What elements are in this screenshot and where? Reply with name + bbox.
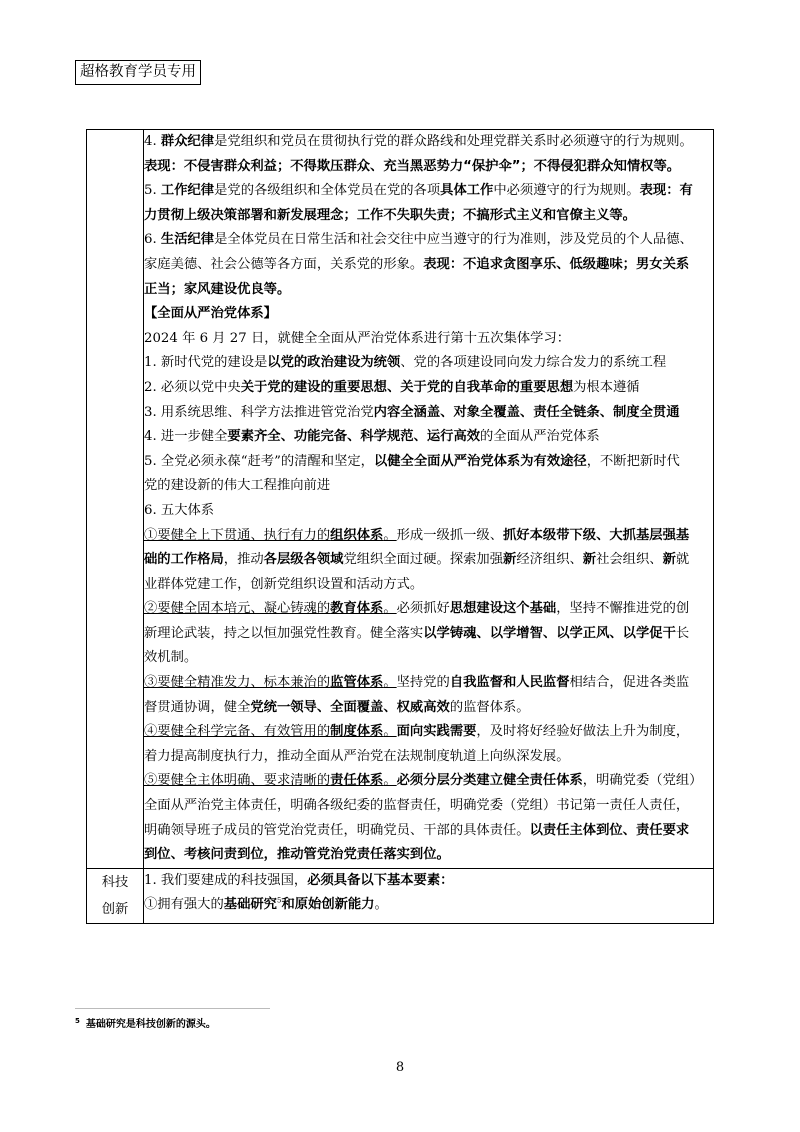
text-line xyxy=(144,253,713,278)
footnote-ref: 5 xyxy=(276,896,282,905)
text-segment: 3. 用系统思维、科学方法推进管党治党 xyxy=(144,404,374,420)
text-line xyxy=(144,450,713,475)
page-number: 8 xyxy=(395,1060,405,1075)
category-cell-empty xyxy=(87,130,144,869)
text-segment: 形成一级抓一级、 xyxy=(396,527,504,543)
text-segment: 。 xyxy=(383,675,397,691)
text-line xyxy=(144,204,713,229)
brand-label: 超格教育学员专用 xyxy=(75,60,201,85)
text-line xyxy=(144,720,713,745)
text-segment: 明确领导班子成员的管党治党责任，明确党员、干部的具体责任。 xyxy=(144,822,530,838)
text-segment: ，明确党委（党组） xyxy=(582,773,703,789)
content-table xyxy=(86,129,714,924)
text-line xyxy=(144,130,713,155)
text-segment: 家庭美德、社会公德等各方面，关系党的形象。 xyxy=(144,256,424,272)
text-line xyxy=(144,499,713,524)
text-segment: ①拥有强大的 xyxy=(144,897,224,913)
text-line xyxy=(144,819,713,844)
text-segment: 内容全涵盖、对象全覆盖、责任全链条、制度全贯通 xyxy=(373,404,680,420)
text-segment: 着力提高制度执行力，推动全面从严治党在法规制度轨道上向纵深发展。 xyxy=(144,748,570,764)
text-line xyxy=(144,548,713,573)
text-segment: 基础研究 xyxy=(223,897,277,913)
text-segment: 2024 年 6 月 27 日，就健全全面从严治党体系进行第十五次集体学习： xyxy=(144,330,571,346)
text-segment: 工作纪律 xyxy=(160,183,215,199)
text-segment: 以健全全面从严治党体系为有效途径 xyxy=(373,453,587,469)
category-label-line1: 科技 xyxy=(101,874,129,890)
table-row-tech-innovation xyxy=(87,868,714,923)
text-segment: 和原始创新能力 xyxy=(281,897,375,913)
text-segment: 具体工作 xyxy=(440,183,494,199)
text-segment: 础的工作格局 xyxy=(144,552,224,568)
section1-lines xyxy=(144,130,713,868)
text-segment: 抓好本级带下级、大抓基层强基 xyxy=(503,527,690,543)
text-segment: ，不断把新时代 xyxy=(586,453,680,469)
text-segment: 的全面从严治党体系 xyxy=(480,429,600,445)
category-label-line2: 创新 xyxy=(101,901,129,917)
text-segment: 【全面从严治党体系】 xyxy=(144,306,277,322)
text-segment: 1. 我们要建成的科技强国， xyxy=(144,872,308,888)
text-segment: ，推动 xyxy=(223,552,264,568)
text-segment: 党的建设新的伟大工程推向前进 xyxy=(144,478,331,494)
text-line xyxy=(144,179,713,204)
text-segment: 业群体党建工作，创新党组织设置和活动方式。 xyxy=(144,576,424,592)
text-segment: 、党的各项建设同向发力综合发力的系统工程 xyxy=(400,355,667,371)
text-segment: 必须抓好 xyxy=(396,601,450,617)
text-segment: 表现：有 xyxy=(639,183,693,199)
text-segment: 制度体系 xyxy=(330,724,384,740)
text-segment: 中必须遵守的行为规则。 xyxy=(493,183,640,199)
text-segment: 长 xyxy=(675,625,690,641)
text-segment: 是党的各级组织和全体党员在党的各项 xyxy=(214,183,441,199)
text-line xyxy=(144,351,713,376)
text-segment: ③要健全精准发力、标本兼治的 xyxy=(144,675,331,691)
table-row-party-discipline xyxy=(87,130,714,869)
text-segment: 关于党的建设的重要思想、关于党的自我革命的重要思想 xyxy=(240,379,574,395)
text-segment: 坚持党的 xyxy=(396,675,450,691)
text-segment: 。 xyxy=(383,601,397,617)
text-segment: 面向实践需要 xyxy=(396,724,477,740)
text-segment: 4. 进一步健全 xyxy=(144,429,228,445)
text-segment: ②要健全固本培元、凝心铸魂的 xyxy=(144,601,331,617)
text-line xyxy=(144,597,713,622)
text-segment: 全面从严治党主体责任，明确各级纪委的监督责任，明确党委（党组）书记第一责任人责任， xyxy=(144,798,690,814)
text-line xyxy=(144,573,713,598)
text-segment: 党组织全面过硬。探索加强 xyxy=(343,552,504,568)
text-line xyxy=(144,302,713,327)
text-segment: 督贯通协调，健全 xyxy=(144,699,251,715)
text-segment: 以责任主体到位、责任要求 xyxy=(529,822,690,838)
text-segment: 以学铸魂、以学增智、以学正风、以学促干 xyxy=(423,625,676,641)
text-segment: 生活纪律 xyxy=(160,232,215,248)
text-segment: 就 xyxy=(675,552,690,568)
text-line xyxy=(144,155,713,180)
content-cell-party-discipline xyxy=(144,130,714,869)
text-line xyxy=(144,474,713,499)
text-line xyxy=(144,745,713,770)
text-line xyxy=(144,228,713,253)
text-line xyxy=(144,622,713,647)
text-segment: 的监督体系。 xyxy=(449,699,530,715)
text-segment: 社会组织、 xyxy=(596,552,663,568)
text-line xyxy=(144,327,713,352)
text-segment: 自我监督和人民监督 xyxy=(449,675,570,691)
text-segment: 力贯彻上级决策部署和新发展理念；工作不失职失责；不搞形式主义和官僚主义等。 xyxy=(144,207,636,223)
footnote-mark: 5 xyxy=(75,1016,80,1025)
text-line xyxy=(144,376,713,401)
text-line xyxy=(144,524,713,549)
text-segment: ，及时将好经验好做法上升为制度， xyxy=(476,724,690,740)
text-line xyxy=(144,671,713,696)
text-segment: 新 xyxy=(582,552,597,568)
text-line xyxy=(144,646,713,671)
text-segment: 相结合，促进各类监 xyxy=(569,675,690,691)
text-segment: 以党的政治建设为统领 xyxy=(267,355,401,371)
text-segment: 。 xyxy=(383,773,397,789)
text-line xyxy=(144,278,713,303)
text-line xyxy=(144,696,713,721)
text-segment: 1. 新时代党的建设是 xyxy=(144,355,268,371)
text-segment: 要素齐全、功能完备、科学规范、运行高效 xyxy=(227,429,481,445)
text-segment: 思想建设这个基础 xyxy=(449,601,557,617)
text-segment: 为根本遵循 xyxy=(573,379,640,395)
text-segment: 。 xyxy=(383,527,397,543)
text-segment: 4. xyxy=(144,134,161,149)
text-segment: 6. 五大体系 xyxy=(144,502,215,518)
text-segment: 。 xyxy=(374,897,388,913)
footnote-text: 基础研究是科技创新的源头。 xyxy=(85,1019,216,1030)
text-segment: 监管体系 xyxy=(330,675,384,691)
text-segment: ，坚持不懈推进党的创 xyxy=(556,601,690,617)
text-line xyxy=(144,425,713,450)
text-segment: 经济组织、 xyxy=(516,552,583,568)
text-segment: 群众纪律 xyxy=(160,134,215,149)
text-segment: 6. xyxy=(144,232,161,248)
text-line xyxy=(144,401,713,426)
category-cell-tech-innovation xyxy=(87,868,144,923)
text-segment: 新理论武装，持之以恒加强党性教育。健全落实 xyxy=(144,625,424,641)
section2-lines xyxy=(144,869,713,918)
text-segment: 表现：不侵害群众利益；不得欺压群众、充当黑恶势力“保护伞”；不得侵犯群众知情权等。 xyxy=(144,158,681,174)
text-segment: ④要健全科学完备、有效管用的 xyxy=(144,724,331,740)
text-line xyxy=(144,794,713,819)
text-segment: 新 xyxy=(662,552,676,568)
text-segment: 教育体系 xyxy=(330,601,384,617)
text-segment: 到位、考核问责到位，推动管党治党责任落实到位。 xyxy=(144,847,450,863)
text-segment: ⑤要健全主体明确、要求清晰的 xyxy=(144,773,331,789)
text-segment: 5. 全党必须永葆“赶考”的清醒和坚定， xyxy=(144,453,374,469)
text-segment: 。 xyxy=(383,724,397,740)
text-line xyxy=(144,893,713,918)
text-segment: 表现：不追求贪图享乐、低级趣味；男女关系 xyxy=(423,256,690,272)
text-segment: 是全体党员在日常生活和社会交往中应当遵守的行为准则，涉及党员的个人品德、 xyxy=(214,232,693,248)
text-line xyxy=(144,769,713,794)
text-segment: 正当；家风建设优良等。 xyxy=(144,281,291,297)
text-segment: 新 xyxy=(503,552,517,568)
content-cell-tech-innovation xyxy=(144,868,714,923)
text-segment: 责任体系 xyxy=(330,773,384,789)
text-segment: ①要健全上下贯通、执行有力的 xyxy=(144,527,331,543)
footnote xyxy=(75,1015,216,1030)
text-segment: 5. xyxy=(144,183,161,199)
text-segment: 效机制。 xyxy=(144,650,198,666)
text-segment: 必须具备以下基本要素： xyxy=(307,872,454,888)
text-line xyxy=(144,869,713,894)
footnote-divider xyxy=(75,1008,270,1009)
text-segment: 组织体系 xyxy=(330,527,384,543)
text-line xyxy=(144,843,713,868)
text-segment: 党统一领导、全面覆盖、权威高效 xyxy=(250,699,450,715)
text-segment: 2. 必须以党中央 xyxy=(144,379,241,395)
text-segment: 必须分层分类建立健全责任体系 xyxy=(396,773,583,789)
text-segment: 各层级各领域 xyxy=(263,552,344,568)
text-segment: 是党组织和党员在贯彻执行党的群众路线和处理党群关系时必须遵守的行为规则。 xyxy=(214,134,693,149)
